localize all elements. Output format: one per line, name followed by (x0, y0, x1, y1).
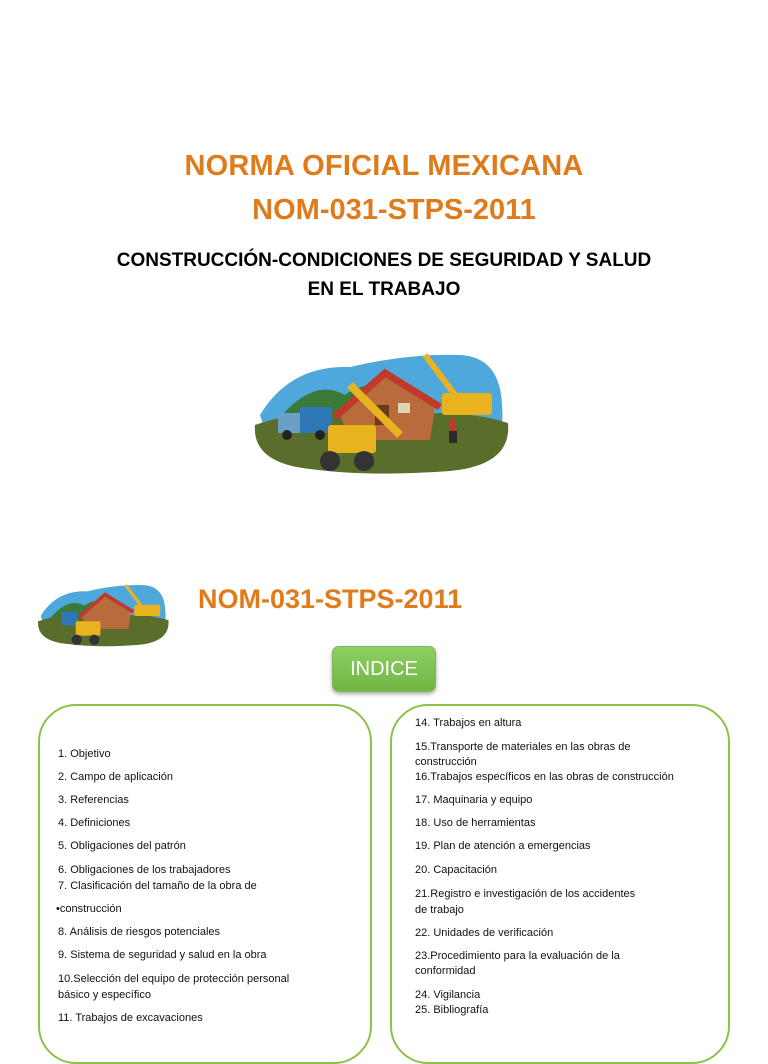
list-item: 6. Obligaciones de los trabajadores (58, 864, 231, 876)
norm-code-title: NOM-031-STPS-2011 (252, 194, 536, 226)
construction-illustration (250, 345, 512, 477)
list-item: 18. Uso de herramientas (415, 817, 536, 829)
list-item: 2. Campo de aplicación (58, 771, 173, 783)
list-item: 24. Vigilancia (415, 989, 481, 1001)
list-item: conformidad (415, 965, 476, 977)
list-item: 10.Selección del equipo de protección personal (58, 973, 290, 985)
list-item: 4. Definiciones (58, 817, 131, 829)
list-item: 20. Capacitación (415, 864, 497, 876)
list-item: de trabajo (415, 904, 464, 916)
list-item: construcción (415, 756, 477, 768)
list-item: •construcción (56, 903, 122, 915)
list-item: 8. Análisis de riesgos potenciales (58, 926, 221, 938)
index-panel-left (38, 704, 372, 1064)
list-item: 25. Bibliografía (415, 1004, 489, 1016)
list-item: 7. Clasificación del tamaño de la obra de (58, 880, 257, 892)
list-item: 11. Trabajos de excavaciones (58, 1012, 203, 1024)
list-item: 15.Transporte de materiales en las obras de (415, 741, 631, 753)
list-item: 5. Obligaciones del patrón (58, 840, 186, 852)
list-item: 19. Plan de atención a emergencias (415, 840, 591, 852)
list-item: 16.Trabajos específicos en las obras de construcción (415, 771, 674, 783)
list-item: 22. Unidades de verificación (415, 927, 554, 939)
subtitle-line-2: EN EL TRABAJO (307, 279, 461, 300)
list-item: básico y específico (58, 989, 151, 1001)
list-item: 3. Referencias (58, 794, 129, 806)
subtitle-line-1: CONSTRUCCIÓN-CONDICIONES DE SEGURIDAD Y SALUD (116, 250, 652, 271)
list-item: 17. Maquinaria y equipo (415, 794, 533, 806)
index-panel-right (390, 704, 730, 1064)
list-item: 14. Trabajos en altura (415, 717, 522, 729)
list-item: 1. Objetivo (58, 748, 111, 760)
indice-button[interactable]: INDICE (332, 646, 436, 692)
list-item: 23.Procedimiento para la evaluación de la (415, 950, 620, 962)
construction-logo-small (32, 580, 174, 648)
document-title: NORMA OFICIAL MEXICANA (184, 150, 584, 182)
list-item: 21.Registro e investigación de los accidentes (415, 888, 636, 900)
list-item: 9. Sistema de seguridad y salud en la obra (58, 949, 267, 961)
index-slide-title: NOM-031-STPS-2011 (198, 584, 463, 614)
document-subtitle (0, 246, 768, 304)
